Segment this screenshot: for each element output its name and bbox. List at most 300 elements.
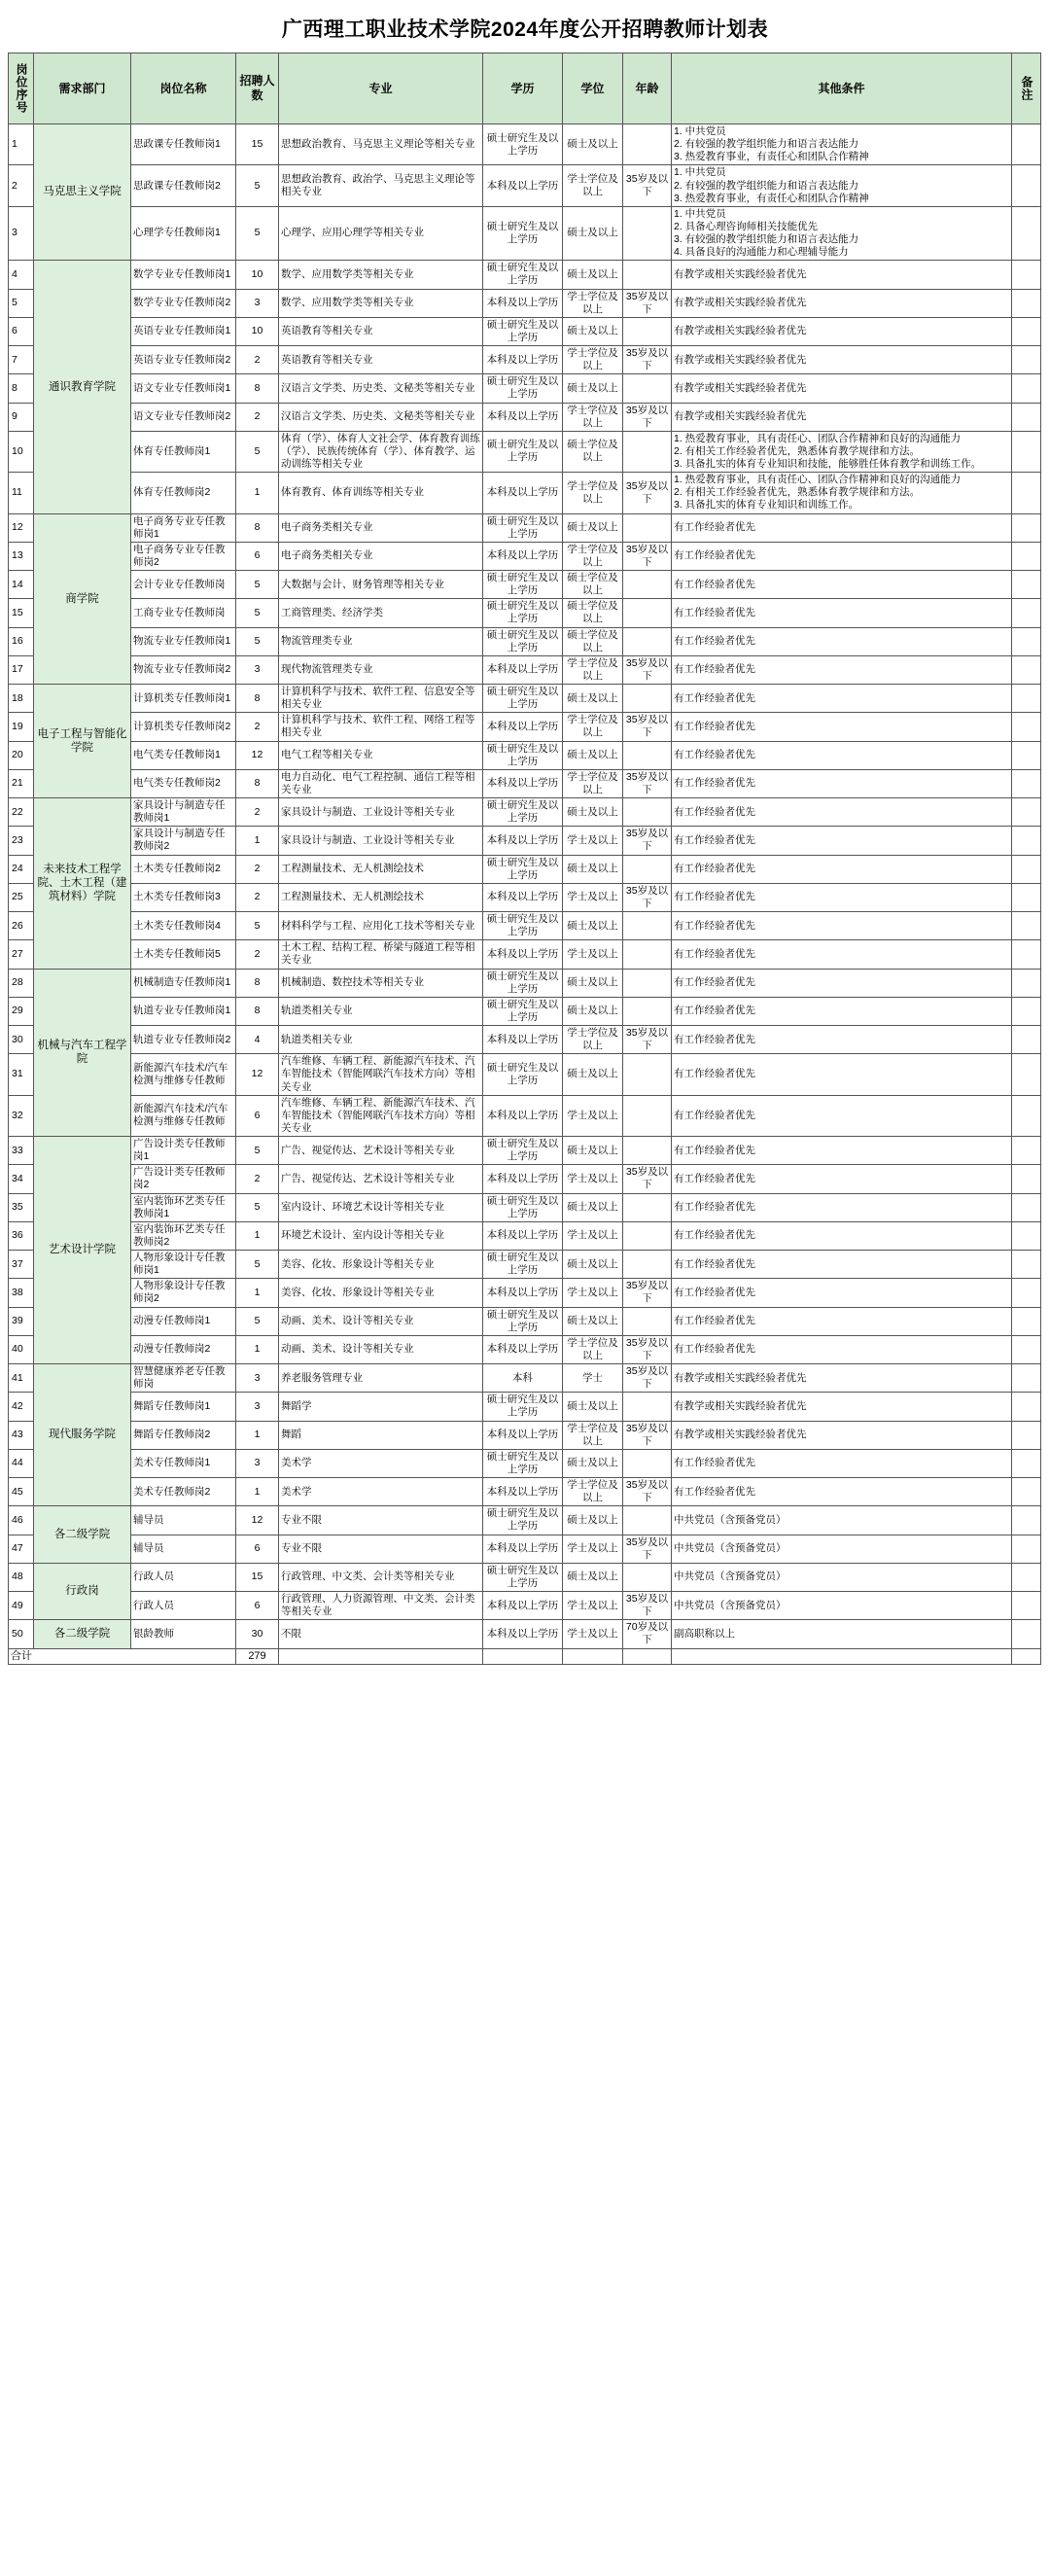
cell-age xyxy=(623,599,672,627)
table-row xyxy=(9,1535,1041,1563)
cell-degree: 学士及以上 xyxy=(563,1279,623,1307)
cell-post-name: 人物形象设计专任教师岗2 xyxy=(131,1279,236,1307)
cell-major: 电力自动化、电气工程控制、通信工程等相关专业 xyxy=(279,769,483,797)
cell-major: 舞蹈学 xyxy=(279,1393,483,1421)
cell-department: 马克思主义学院 xyxy=(34,124,131,261)
cell-other-conditions: 有工作经验者优先 xyxy=(672,1307,1012,1335)
cell-age xyxy=(623,1393,672,1421)
cell-education: 本科及以上学历 xyxy=(483,713,563,741)
table-row xyxy=(9,1364,1041,1393)
cell-education: 硕士研究生及以上学历 xyxy=(483,997,563,1025)
cell-index: 27 xyxy=(9,940,34,969)
cell-remark xyxy=(1012,969,1041,997)
table-row xyxy=(9,827,1041,855)
cell-age: 35岁及以下 xyxy=(623,289,672,317)
cell-department: 各二级学院 xyxy=(34,1620,131,1648)
cell-major: 机械制造、数控技术等相关专业 xyxy=(279,969,483,997)
cell-post-name: 室内装饰环艺类专任教师岗1 xyxy=(131,1193,236,1221)
cell-index: 46 xyxy=(9,1506,34,1535)
cell-index: 39 xyxy=(9,1307,34,1335)
cell-post-name: 室内装饰环艺类专任教师岗2 xyxy=(131,1221,236,1250)
cell-remark xyxy=(1012,346,1041,374)
cell-index: 44 xyxy=(9,1449,34,1477)
cell-post-name: 物流专业专任教师岗1 xyxy=(131,627,236,655)
cell-index: 34 xyxy=(9,1165,34,1193)
cell-age xyxy=(623,1307,672,1335)
cell-education: 本科及以上学历 xyxy=(483,1279,563,1307)
cell-post-name: 机械制造专任教师岗1 xyxy=(131,969,236,997)
cell-headcount: 5 xyxy=(236,1137,279,1165)
cell-remark xyxy=(1012,627,1041,655)
table-row xyxy=(9,403,1041,431)
cell-age: 35岁及以下 xyxy=(623,1279,672,1307)
table-row xyxy=(9,1563,1041,1591)
cell-education: 硕士研究生及以上学历 xyxy=(483,1251,563,1279)
cell-education: 本科及以上学历 xyxy=(483,1478,563,1506)
cell-degree: 硕士学位及以上 xyxy=(563,571,623,599)
cell-age xyxy=(623,374,672,403)
cell-age xyxy=(623,571,672,599)
cell-other-conditions: 有工作经验者优先 xyxy=(672,940,1012,969)
cell-degree: 硕士及以上 xyxy=(563,912,623,940)
cell-post-name: 智慧健康养老专任教师岗 xyxy=(131,1364,236,1393)
table-row xyxy=(9,1221,1041,1250)
cell-major: 美容、化妆、形象设计等相关专业 xyxy=(279,1279,483,1307)
cell-major: 思想政治教育、马克思主义理论等相关专业 xyxy=(279,124,483,165)
cell-remark xyxy=(1012,1026,1041,1054)
total-filler-cell xyxy=(1012,1648,1041,1665)
cell-major: 英语教育等相关专业 xyxy=(279,346,483,374)
cell-age xyxy=(623,317,672,345)
cell-degree: 学士学位及以上 xyxy=(563,542,623,570)
cell-remark xyxy=(1012,1449,1041,1477)
cell-headcount: 5 xyxy=(236,1307,279,1335)
cell-post-name: 体育专任教师岗2 xyxy=(131,473,236,513)
cell-major: 工程测量技术、无人机测绘技术 xyxy=(279,855,483,883)
cell-headcount: 6 xyxy=(236,1535,279,1563)
cell-age xyxy=(623,1054,672,1095)
cell-education: 硕士研究生及以上学历 xyxy=(483,374,563,403)
cell-post-name: 土木类专任教师岗2 xyxy=(131,855,236,883)
cell-index: 30 xyxy=(9,1026,34,1054)
cell-index: 5 xyxy=(9,289,34,317)
cell-remark xyxy=(1012,1279,1041,1307)
cell-remark xyxy=(1012,940,1041,969)
cell-education: 本科及以上学历 xyxy=(483,1620,563,1648)
cell-headcount: 2 xyxy=(236,713,279,741)
cell-remark xyxy=(1012,1620,1041,1648)
cell-headcount: 1 xyxy=(236,1221,279,1250)
cell-post-name: 思政课专任教师岗2 xyxy=(131,165,236,206)
cell-degree: 学士学位及以上 xyxy=(563,346,623,374)
cell-degree: 学士及以上 xyxy=(563,827,623,855)
cell-department: 各二级学院 xyxy=(34,1506,131,1564)
cell-age: 35岁及以下 xyxy=(623,1478,672,1506)
header-department: 需求部门 xyxy=(34,53,131,124)
cell-index: 12 xyxy=(9,513,34,542)
cell-index: 22 xyxy=(9,798,34,827)
cell-headcount: 5 xyxy=(236,1193,279,1221)
cell-post-name: 舞蹈专任教师岗2 xyxy=(131,1421,236,1449)
cell-department: 行政岗 xyxy=(34,1563,131,1620)
cell-remark xyxy=(1012,1592,1041,1620)
cell-headcount: 8 xyxy=(236,969,279,997)
cell-post-name: 电气类专任教师岗2 xyxy=(131,769,236,797)
table-row xyxy=(9,571,1041,599)
table-row xyxy=(9,124,1041,165)
cell-major: 数学、应用数学类等相关专业 xyxy=(279,289,483,317)
cell-remark xyxy=(1012,1193,1041,1221)
table-row xyxy=(9,769,1041,797)
cell-remark xyxy=(1012,513,1041,542)
cell-headcount: 5 xyxy=(236,165,279,206)
cell-other-conditions: 有工作经验者优先 xyxy=(672,713,1012,741)
cell-education: 本科及以上学历 xyxy=(483,346,563,374)
cell-index: 4 xyxy=(9,261,34,289)
cell-index: 32 xyxy=(9,1095,34,1136)
cell-index: 7 xyxy=(9,346,34,374)
cell-age xyxy=(623,741,672,769)
cell-degree: 学士学位及以上 xyxy=(563,1421,623,1449)
table-row xyxy=(9,1393,1041,1421)
table-row xyxy=(9,317,1041,345)
cell-headcount: 2 xyxy=(236,346,279,374)
cell-degree: 学士及以上 xyxy=(563,1165,623,1193)
cell-major: 不限 xyxy=(279,1620,483,1648)
cell-major: 电子商务类相关专业 xyxy=(279,542,483,570)
cell-education: 本科及以上学历 xyxy=(483,165,563,206)
table-row xyxy=(9,713,1041,741)
cell-age: 35岁及以下 xyxy=(623,1335,672,1363)
cell-major: 美术学 xyxy=(279,1478,483,1506)
cell-index: 17 xyxy=(9,655,34,684)
cell-education: 本科及以上学历 xyxy=(483,655,563,684)
cell-index: 11 xyxy=(9,473,34,513)
cell-index: 49 xyxy=(9,1592,34,1620)
cell-degree: 学士学位及以上 xyxy=(563,165,623,206)
cell-major: 电子商务类相关专业 xyxy=(279,513,483,542)
cell-major: 环境艺术设计、室内设计等相关专业 xyxy=(279,1221,483,1250)
cell-major: 动画、美术、设计等相关专业 xyxy=(279,1335,483,1363)
cell-index: 10 xyxy=(9,431,34,472)
table-row xyxy=(9,206,1041,261)
cell-major: 电气工程等相关专业 xyxy=(279,741,483,769)
cell-education: 硕士研究生及以上学历 xyxy=(483,1506,563,1535)
cell-major: 计算机科学与技术、软件工程、信息安全等相关专业 xyxy=(279,685,483,713)
cell-index: 2 xyxy=(9,165,34,206)
cell-degree: 学士学位及以上 xyxy=(563,403,623,431)
cell-post-name: 土木类专任教师岗3 xyxy=(131,883,236,911)
cell-education: 本科及以上学历 xyxy=(483,1592,563,1620)
cell-remark xyxy=(1012,1165,1041,1193)
cell-index: 45 xyxy=(9,1478,34,1506)
cell-degree: 硕士学位及以上 xyxy=(563,431,623,472)
table-row xyxy=(9,431,1041,472)
cell-remark xyxy=(1012,403,1041,431)
cell-headcount: 1 xyxy=(236,1421,279,1449)
table-row xyxy=(9,289,1041,317)
cell-remark xyxy=(1012,827,1041,855)
cell-index: 33 xyxy=(9,1137,34,1165)
cell-age: 35岁及以下 xyxy=(623,1026,672,1054)
cell-education: 本科及以上学历 xyxy=(483,1421,563,1449)
cell-education: 硕士研究生及以上学历 xyxy=(483,1137,563,1165)
cell-remark xyxy=(1012,798,1041,827)
cell-age xyxy=(623,685,672,713)
cell-age xyxy=(623,513,672,542)
cell-headcount: 12 xyxy=(236,1506,279,1535)
cell-age: 35岁及以下 xyxy=(623,403,672,431)
table-row xyxy=(9,1054,1041,1095)
cell-degree: 硕士及以上 xyxy=(563,855,623,883)
cell-remark xyxy=(1012,317,1041,345)
cell-other-conditions: 有工作经验者优先 xyxy=(672,855,1012,883)
cell-index: 40 xyxy=(9,1335,34,1363)
cell-other-conditions: 有工作经验者优先 xyxy=(672,571,1012,599)
cell-post-name: 心理学专任教师岗1 xyxy=(131,206,236,261)
cell-education: 硕士研究生及以上学历 xyxy=(483,1563,563,1591)
cell-remark xyxy=(1012,655,1041,684)
cell-other-conditions: 有工作经验者优先 xyxy=(672,1026,1012,1054)
cell-other-conditions: 有工作经验者优先 xyxy=(672,741,1012,769)
table-row xyxy=(9,741,1041,769)
cell-post-name: 会计专业专任教师岗 xyxy=(131,571,236,599)
cell-remark xyxy=(1012,1421,1041,1449)
cell-major: 舞蹈 xyxy=(279,1421,483,1449)
cell-post-name: 工商专业专任教师岗 xyxy=(131,599,236,627)
cell-age xyxy=(623,969,672,997)
cell-other-conditions: 有工作经验者优先 xyxy=(672,655,1012,684)
table-row xyxy=(9,969,1041,997)
cell-education: 本科及以上学历 xyxy=(483,1095,563,1136)
cell-education: 硕士研究生及以上学历 xyxy=(483,1054,563,1095)
total-filler-cell xyxy=(563,1648,623,1665)
cell-education: 本科及以上学历 xyxy=(483,827,563,855)
cell-other-conditions: 有工作经验者优先 xyxy=(672,1449,1012,1477)
cell-headcount: 2 xyxy=(236,403,279,431)
cell-degree: 学士学位及以上 xyxy=(563,289,623,317)
cell-other-conditions: 1. 中共党员 2. 有较强的教学组织能力和语言表达能力 3. 热爱教育事业，有责任心和团队合作精神 xyxy=(672,165,1012,206)
cell-post-name: 数学专业专任教师岗2 xyxy=(131,289,236,317)
cell-degree: 硕士及以上 xyxy=(563,685,623,713)
header-post-name: 岗位名称 xyxy=(131,53,236,124)
cell-headcount: 5 xyxy=(236,206,279,261)
cell-headcount: 8 xyxy=(236,769,279,797)
total-headcount: 279 xyxy=(236,1648,279,1665)
cell-education: 硕士研究生及以上学历 xyxy=(483,1449,563,1477)
cell-education: 硕士研究生及以上学历 xyxy=(483,1307,563,1335)
cell-degree: 硕士学位及以上 xyxy=(563,599,623,627)
cell-age xyxy=(623,1221,672,1250)
table-row xyxy=(9,165,1041,206)
table-row xyxy=(9,1026,1041,1054)
total-filler-cell xyxy=(623,1648,672,1665)
cell-other-conditions: 有工作经验者优先 xyxy=(672,685,1012,713)
cell-post-name: 计算机类专任教师岗1 xyxy=(131,685,236,713)
cell-degree: 学士学位及以上 xyxy=(563,473,623,513)
cell-remark xyxy=(1012,1364,1041,1393)
cell-other-conditions: 有工作经验者优先 xyxy=(672,1137,1012,1165)
cell-age xyxy=(623,997,672,1025)
cell-index: 26 xyxy=(9,912,34,940)
cell-major: 大数据与会计、财务管理等相关专业 xyxy=(279,571,483,599)
cell-age: 35岁及以下 xyxy=(623,346,672,374)
cell-index: 47 xyxy=(9,1535,34,1563)
cell-other-conditions: 有教学或相关实践经验者优先 xyxy=(672,1364,1012,1393)
header-index: 岗位序号 xyxy=(9,53,34,124)
cell-major: 轨道类相关专业 xyxy=(279,1026,483,1054)
table-row xyxy=(9,1307,1041,1335)
cell-department: 商学院 xyxy=(34,513,131,685)
cell-major: 计算机科学与技术、软件工程、网络工程等相关专业 xyxy=(279,713,483,741)
cell-other-conditions: 有工作经验者优先 xyxy=(672,1251,1012,1279)
cell-age xyxy=(623,124,672,165)
header-degree: 学位 xyxy=(563,53,623,124)
cell-other-conditions: 有工作经验者优先 xyxy=(672,798,1012,827)
cell-headcount: 3 xyxy=(236,655,279,684)
table-row xyxy=(9,1478,1041,1506)
cell-headcount: 1 xyxy=(236,1478,279,1506)
cell-education: 本科及以上学历 xyxy=(483,403,563,431)
cell-education: 硕士研究生及以上学历 xyxy=(483,261,563,289)
cell-other-conditions: 副高职称以上 xyxy=(672,1620,1012,1648)
cell-remark xyxy=(1012,289,1041,317)
cell-other-conditions: 有工作经验者优先 xyxy=(672,1335,1012,1363)
cell-index: 19 xyxy=(9,713,34,741)
cell-remark xyxy=(1012,997,1041,1025)
cell-post-name: 思政课专任教师岗1 xyxy=(131,124,236,165)
cell-index: 14 xyxy=(9,571,34,599)
cell-remark xyxy=(1012,1563,1041,1591)
cell-post-name: 轨道专业专任教师岗1 xyxy=(131,997,236,1025)
cell-remark xyxy=(1012,769,1041,797)
table-row xyxy=(9,997,1041,1025)
cell-remark xyxy=(1012,1478,1041,1506)
cell-age xyxy=(623,798,672,827)
cell-headcount: 10 xyxy=(236,261,279,289)
cell-headcount: 2 xyxy=(236,855,279,883)
cell-education: 本科及以上学历 xyxy=(483,940,563,969)
cell-remark xyxy=(1012,1335,1041,1363)
cell-degree: 学士及以上 xyxy=(563,1535,623,1563)
cell-headcount: 5 xyxy=(236,571,279,599)
page-title: 广西理工职业技术学院2024年度公开招聘教师计划表 xyxy=(281,18,769,41)
cell-major: 轨道类相关专业 xyxy=(279,997,483,1025)
cell-age xyxy=(623,261,672,289)
cell-post-name: 语文专业专任教师岗1 xyxy=(131,374,236,403)
cell-education: 硕士研究生及以上学历 xyxy=(483,798,563,827)
cell-major: 行政管理、人力资源管理、中文类、会计类等相关专业 xyxy=(279,1592,483,1620)
cell-remark xyxy=(1012,571,1041,599)
cell-education: 本科及以上学历 xyxy=(483,769,563,797)
cell-degree: 硕士及以上 xyxy=(563,317,623,345)
table-body xyxy=(9,124,1041,1665)
cell-degree: 硕士及以上 xyxy=(563,997,623,1025)
cell-other-conditions: 有工作经验者优先 xyxy=(672,599,1012,627)
cell-other-conditions: 有工作经验者优先 xyxy=(672,1054,1012,1095)
cell-major: 英语教育等相关专业 xyxy=(279,317,483,345)
cell-major: 广告、视觉传达、艺术设计等相关专业 xyxy=(279,1165,483,1193)
cell-other-conditions: 有工作经验者优先 xyxy=(672,1165,1012,1193)
cell-headcount: 15 xyxy=(236,1563,279,1591)
cell-degree: 硕士及以上 xyxy=(563,374,623,403)
cell-department: 艺术设计学院 xyxy=(34,1137,131,1364)
cell-education: 硕士研究生及以上学历 xyxy=(483,431,563,472)
cell-degree: 硕士及以上 xyxy=(563,1137,623,1165)
cell-index: 28 xyxy=(9,969,34,997)
cell-degree: 硕士及以上 xyxy=(563,741,623,769)
cell-major: 数学、应用数学类等相关专业 xyxy=(279,261,483,289)
table-row xyxy=(9,1449,1041,1477)
cell-headcount: 5 xyxy=(236,599,279,627)
cell-education: 硕士研究生及以上学历 xyxy=(483,124,563,165)
cell-index: 36 xyxy=(9,1221,34,1250)
cell-remark xyxy=(1012,374,1041,403)
cell-age xyxy=(623,1095,672,1136)
cell-remark xyxy=(1012,542,1041,570)
cell-other-conditions: 有工作经验者优先 xyxy=(672,542,1012,570)
cell-degree: 学士及以上 xyxy=(563,940,623,969)
cell-degree: 硕士及以上 xyxy=(563,1307,623,1335)
cell-remark xyxy=(1012,1506,1041,1535)
table-row xyxy=(9,940,1041,969)
cell-other-conditions: 中共党员（含预备党员） xyxy=(672,1592,1012,1620)
cell-education: 硕士研究生及以上学历 xyxy=(483,627,563,655)
cell-index: 37 xyxy=(9,1251,34,1279)
table-row xyxy=(9,1165,1041,1193)
cell-degree: 硕士及以上 xyxy=(563,206,623,261)
cell-education: 本科及以上学历 xyxy=(483,883,563,911)
cell-other-conditions: 有教学或相关实践经验者优先 xyxy=(672,289,1012,317)
cell-headcount: 3 xyxy=(236,289,279,317)
cell-post-name: 广告设计类专任教师岗1 xyxy=(131,1137,236,1165)
cell-headcount: 10 xyxy=(236,317,279,345)
cell-headcount: 5 xyxy=(236,627,279,655)
table-header-row xyxy=(9,53,1041,124)
cell-index: 31 xyxy=(9,1054,34,1095)
cell-major: 物流管理类专业 xyxy=(279,627,483,655)
cell-other-conditions: 有工作经验者优先 xyxy=(672,827,1012,855)
cell-department: 现代服务学院 xyxy=(34,1364,131,1506)
cell-education: 本科及以上学历 xyxy=(483,1535,563,1563)
cell-degree: 硕士及以上 xyxy=(563,1506,623,1535)
cell-department: 未来技术工程学院、土木工程（建筑材料）学院 xyxy=(34,798,131,970)
cell-post-name: 家具设计与制造专任教师岗2 xyxy=(131,827,236,855)
table-row xyxy=(9,1193,1041,1221)
cell-major: 心理学、应用心理学等相关专业 xyxy=(279,206,483,261)
cell-education: 本科及以上学历 xyxy=(483,289,563,317)
table-row xyxy=(9,1421,1041,1449)
cell-remark xyxy=(1012,1307,1041,1335)
cell-age: 70岁及以下 xyxy=(623,1620,672,1648)
cell-remark xyxy=(1012,165,1041,206)
cell-post-name: 土木类专任教师岗5 xyxy=(131,940,236,969)
cell-headcount: 4 xyxy=(236,1026,279,1054)
cell-age: 35岁及以下 xyxy=(623,827,672,855)
table-row xyxy=(9,542,1041,570)
cell-major: 广告、视觉传达、艺术设计等相关专业 xyxy=(279,1137,483,1165)
table-row xyxy=(9,685,1041,713)
header-major: 专业 xyxy=(279,53,483,124)
cell-headcount: 6 xyxy=(236,1095,279,1136)
cell-remark xyxy=(1012,1221,1041,1250)
cell-post-name: 电子商务专业专任教师岗1 xyxy=(131,513,236,542)
cell-other-conditions: 有工作经验者优先 xyxy=(672,769,1012,797)
table-row xyxy=(9,473,1041,513)
cell-major: 思想政治教育、政治学、马克思主义理论等相关专业 xyxy=(279,165,483,206)
cell-age xyxy=(623,1506,672,1535)
cell-education: 本科及以上学历 xyxy=(483,473,563,513)
